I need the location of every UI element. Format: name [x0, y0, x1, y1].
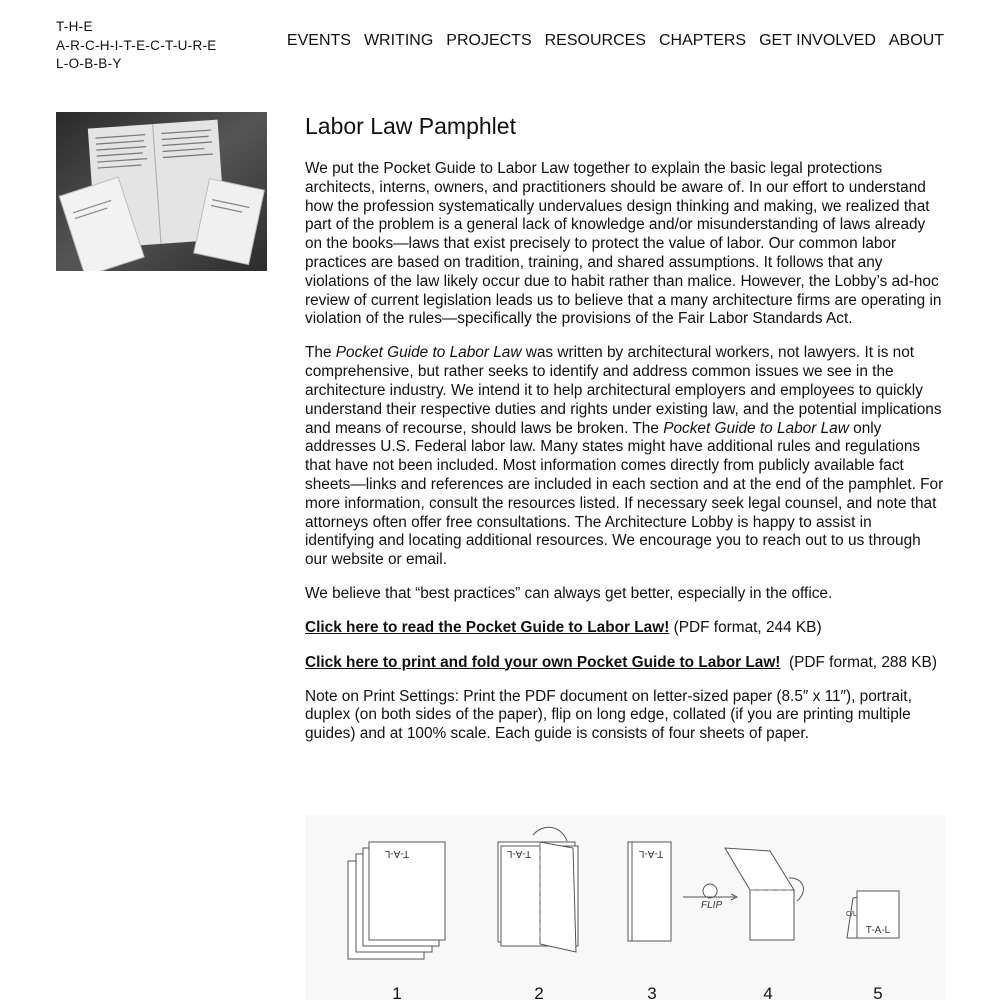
- best-practices-paragraph: We believe that “best practices” can always get better, especially in the office.: [305, 585, 833, 603]
- flip-label: FLIP: [701, 900, 723, 911]
- tal-label: T-A-L: [865, 925, 891, 936]
- logo-line-architecture: A-R-C-H-I-T-E-C-T-U-R-E: [56, 37, 217, 53]
- step-number: 3: [647, 984, 657, 1000]
- intro-paragraph: We put the Pocket Guide to Labor Law together to explain the basic legal protections architects, interns, owners, and practitioners should be aware of. In our effort to understand how the profession systematically undervalues design thinking and making, we realized that part of the problem is a general lack of knowledge and/or misunderstanding of laws already on the books—laws that exist precisely to protect the value of labor. Our common labor practices are based on tradition, training, and shared assumptions. It follows that any violations of the law likely occur due to habit rather than malice. However, the Lobby’s ad-hoc review of current legislation leads us to believe that a many architecture firms are operating in violation of the rules—specifically the provisions of the Fair Labor Standards Act.: [305, 160, 942, 328]
- tal-label: T-A-L: [638, 848, 664, 859]
- nav-about[interactable]: ABOUT: [888, 32, 944, 49]
- print-settings-note: Note on Print Settings: Print the PDF document on letter-sized paper (8.5″ x 11″), portrait, duplex (on both sides of the paper), flip on long edge, collated (if you are printing multiple guides) and at 100% scale. Each guide is consists of four sheets of paper.: [305, 687, 912, 743]
- nav-get-involved[interactable]: GET INVOLVED: [759, 32, 876, 49]
- text-run: was written by architectural workers, not lawyers. It is not comprehensive, but rather seeks to identify and address common issues we see in the architecture industry. We intend it to help architectural employers and employees to quickly understand their respective duties and rights under existing law, and the potential implications and means of recourse, should laws be broken. The: [305, 344, 942, 437]
- nav-projects[interactable]: PROJECTS: [446, 32, 532, 49]
- page-title: Labor Law Pamphlet: [305, 113, 516, 139]
- step-number: 4: [763, 984, 773, 1000]
- cl-label: C/L: [846, 911, 857, 918]
- tal-label: T-A-L: [384, 848, 410, 859]
- guide-description-paragraph: [305, 344, 945, 570]
- step-number: 5: [873, 984, 883, 1000]
- file-info: (PDF format, 244 KB): [669, 619, 822, 637]
- nav-resources[interactable]: RESOURCES: [544, 32, 646, 49]
- text-run: The: [305, 344, 336, 362]
- logo-line-lobby: L-O-B-B-Y: [56, 56, 122, 71]
- text-run: only addresses U.S. Federal labor law. Many states might have additional rules and regulations that have not been included. Most information comes directly from publicly available fact sheets—links and references are included in each section and at the end of the pamphlet. For more information, consult the resources listed. If necessary seek legal counsel, and note that attorneys often offer free consultations. The Architecture Lobby is happy to assist in identifying and locating additional resources. We encourage you to reach out to us through our website or email.: [305, 419, 944, 569]
- logo-line-the: T-H-E: [56, 19, 93, 34]
- nav-writing[interactable]: WRITING: [363, 32, 434, 49]
- guide-title: Pocket Guide to Labor Law: [335, 344, 522, 362]
- main-nav: [287, 32, 944, 50]
- step-number: 1: [392, 984, 402, 1000]
- print-guide-link[interactable]: Click here to print and fold your own Pocket Guide to Labor Law!: [305, 653, 781, 671]
- read-guide-link[interactable]: Click here to read the Pocket Guide to Labor Law!: [305, 619, 670, 637]
- pamphlet-photo: [56, 112, 267, 271]
- guide-title: Pocket Guide to Labor Law: [663, 419, 849, 437]
- print-guide-line: [305, 654, 945, 673]
- read-guide-line: [305, 619, 945, 638]
- article: [305, 110, 945, 759]
- nav-chapters[interactable]: CHAPTERS: [658, 32, 747, 49]
- tal-label: T-A-L: [506, 848, 532, 859]
- nav-events[interactable]: EVENTS: [286, 32, 351, 49]
- file-info: (PDF format, 288 KB): [780, 653, 937, 671]
- folding-instructions-diagram: [305, 815, 945, 1000]
- site-logo[interactable]: [56, 18, 217, 74]
- step-number: 2: [534, 984, 544, 1000]
